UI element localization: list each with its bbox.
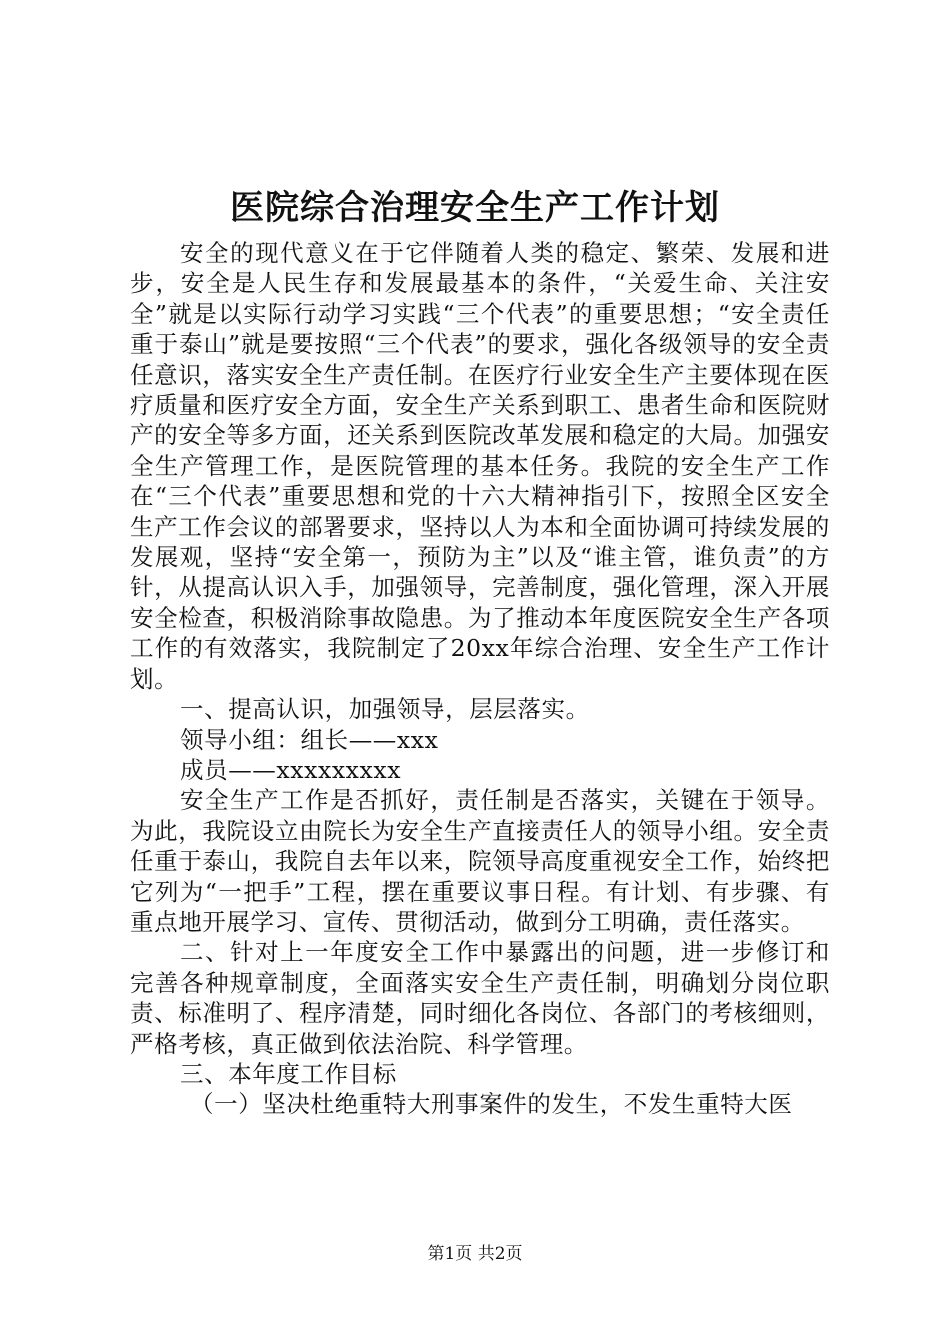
paragraph-responsibility: 安全生产工作是否抓好，责任制是否落实，关键在于领导。为此，我院设立由院长为安全生产直接责任人的领导小组。安全责任重于泰山，我院自去年以来，院领导高度重视安全工作，始终把它列为“一把手”工程，摆在重要议事日程。有计划、有步骤、有重点地开展学习、宣传、贯彻活动，做到分工明确，责任落实。 bbox=[130, 786, 830, 936]
page-footer: 第1页 共2页 bbox=[427, 1244, 523, 1264]
paragraph-intro: 安全的现代意义在于它伴随着人类的稳定、繁荣、发展和进步，安全是人民生存和发展最基本的条件，“关爱生命、关注安全”就是以实际行动学习实践“三个代表”的重要思想；“安全责任重于泰山”就是要按照“三个代表”的要求，强化各级领导的安全责任意识，落实安全生产责任制。在医疗行业安全生产主要体现在医疗质量和医疗安全方面，安全生产关系到职工、患者生命和医院财产的安全等多方面，还关系到医院改革发展和稳定的大局。加强安全生产管理工作，是医院管理的基本任务。我院的安全生产工作在“三个代表”重要思想和党的十六大精神指引下，按照全区安全生产工作会议的部署要求，坚持以人为本和全面协调可持续发展的发展观，坚持“安全第一，预防为主”以及“谁主管，谁负责”的方针，从提高认识入手，加强领导，完善制度，强化管理，深入开展安全检查，积极消除事故隐患。为了推动本年度医院安全生产各项工作的有效落实，我院制定了20xx年综合治理、安全生产工作计划。 bbox=[130, 239, 830, 693]
paragraph-goal-1: （一）坚决杜绝重特大刑事案件的发生，不发生重特大医 bbox=[190, 1090, 793, 1119]
paragraph-leader-group: 领导小组：组长——xxx bbox=[180, 725, 439, 754]
document-title: 医院综合治理安全生产工作计划 bbox=[230, 188, 720, 228]
document-body bbox=[130, 238, 830, 1120]
paragraph-members: 成员——xxxxxxxxx bbox=[180, 755, 402, 784]
heading-section-3: 三、本年度工作目标 bbox=[180, 1059, 397, 1088]
heading-section-2: 二、针对上一年度安全工作中暴露出的问题，进一步修订和完善各种规章制度，全面落实安全生产责任制，明确划分岗位职责、标准明了、程序清楚，同时细化各岗位、各部门的考核细则，严格考核，真正做到依法治院、科学管理。 bbox=[130, 938, 830, 1058]
heading-section-1: 一、提高认识，加强领导，层层落实。 bbox=[180, 695, 590, 724]
